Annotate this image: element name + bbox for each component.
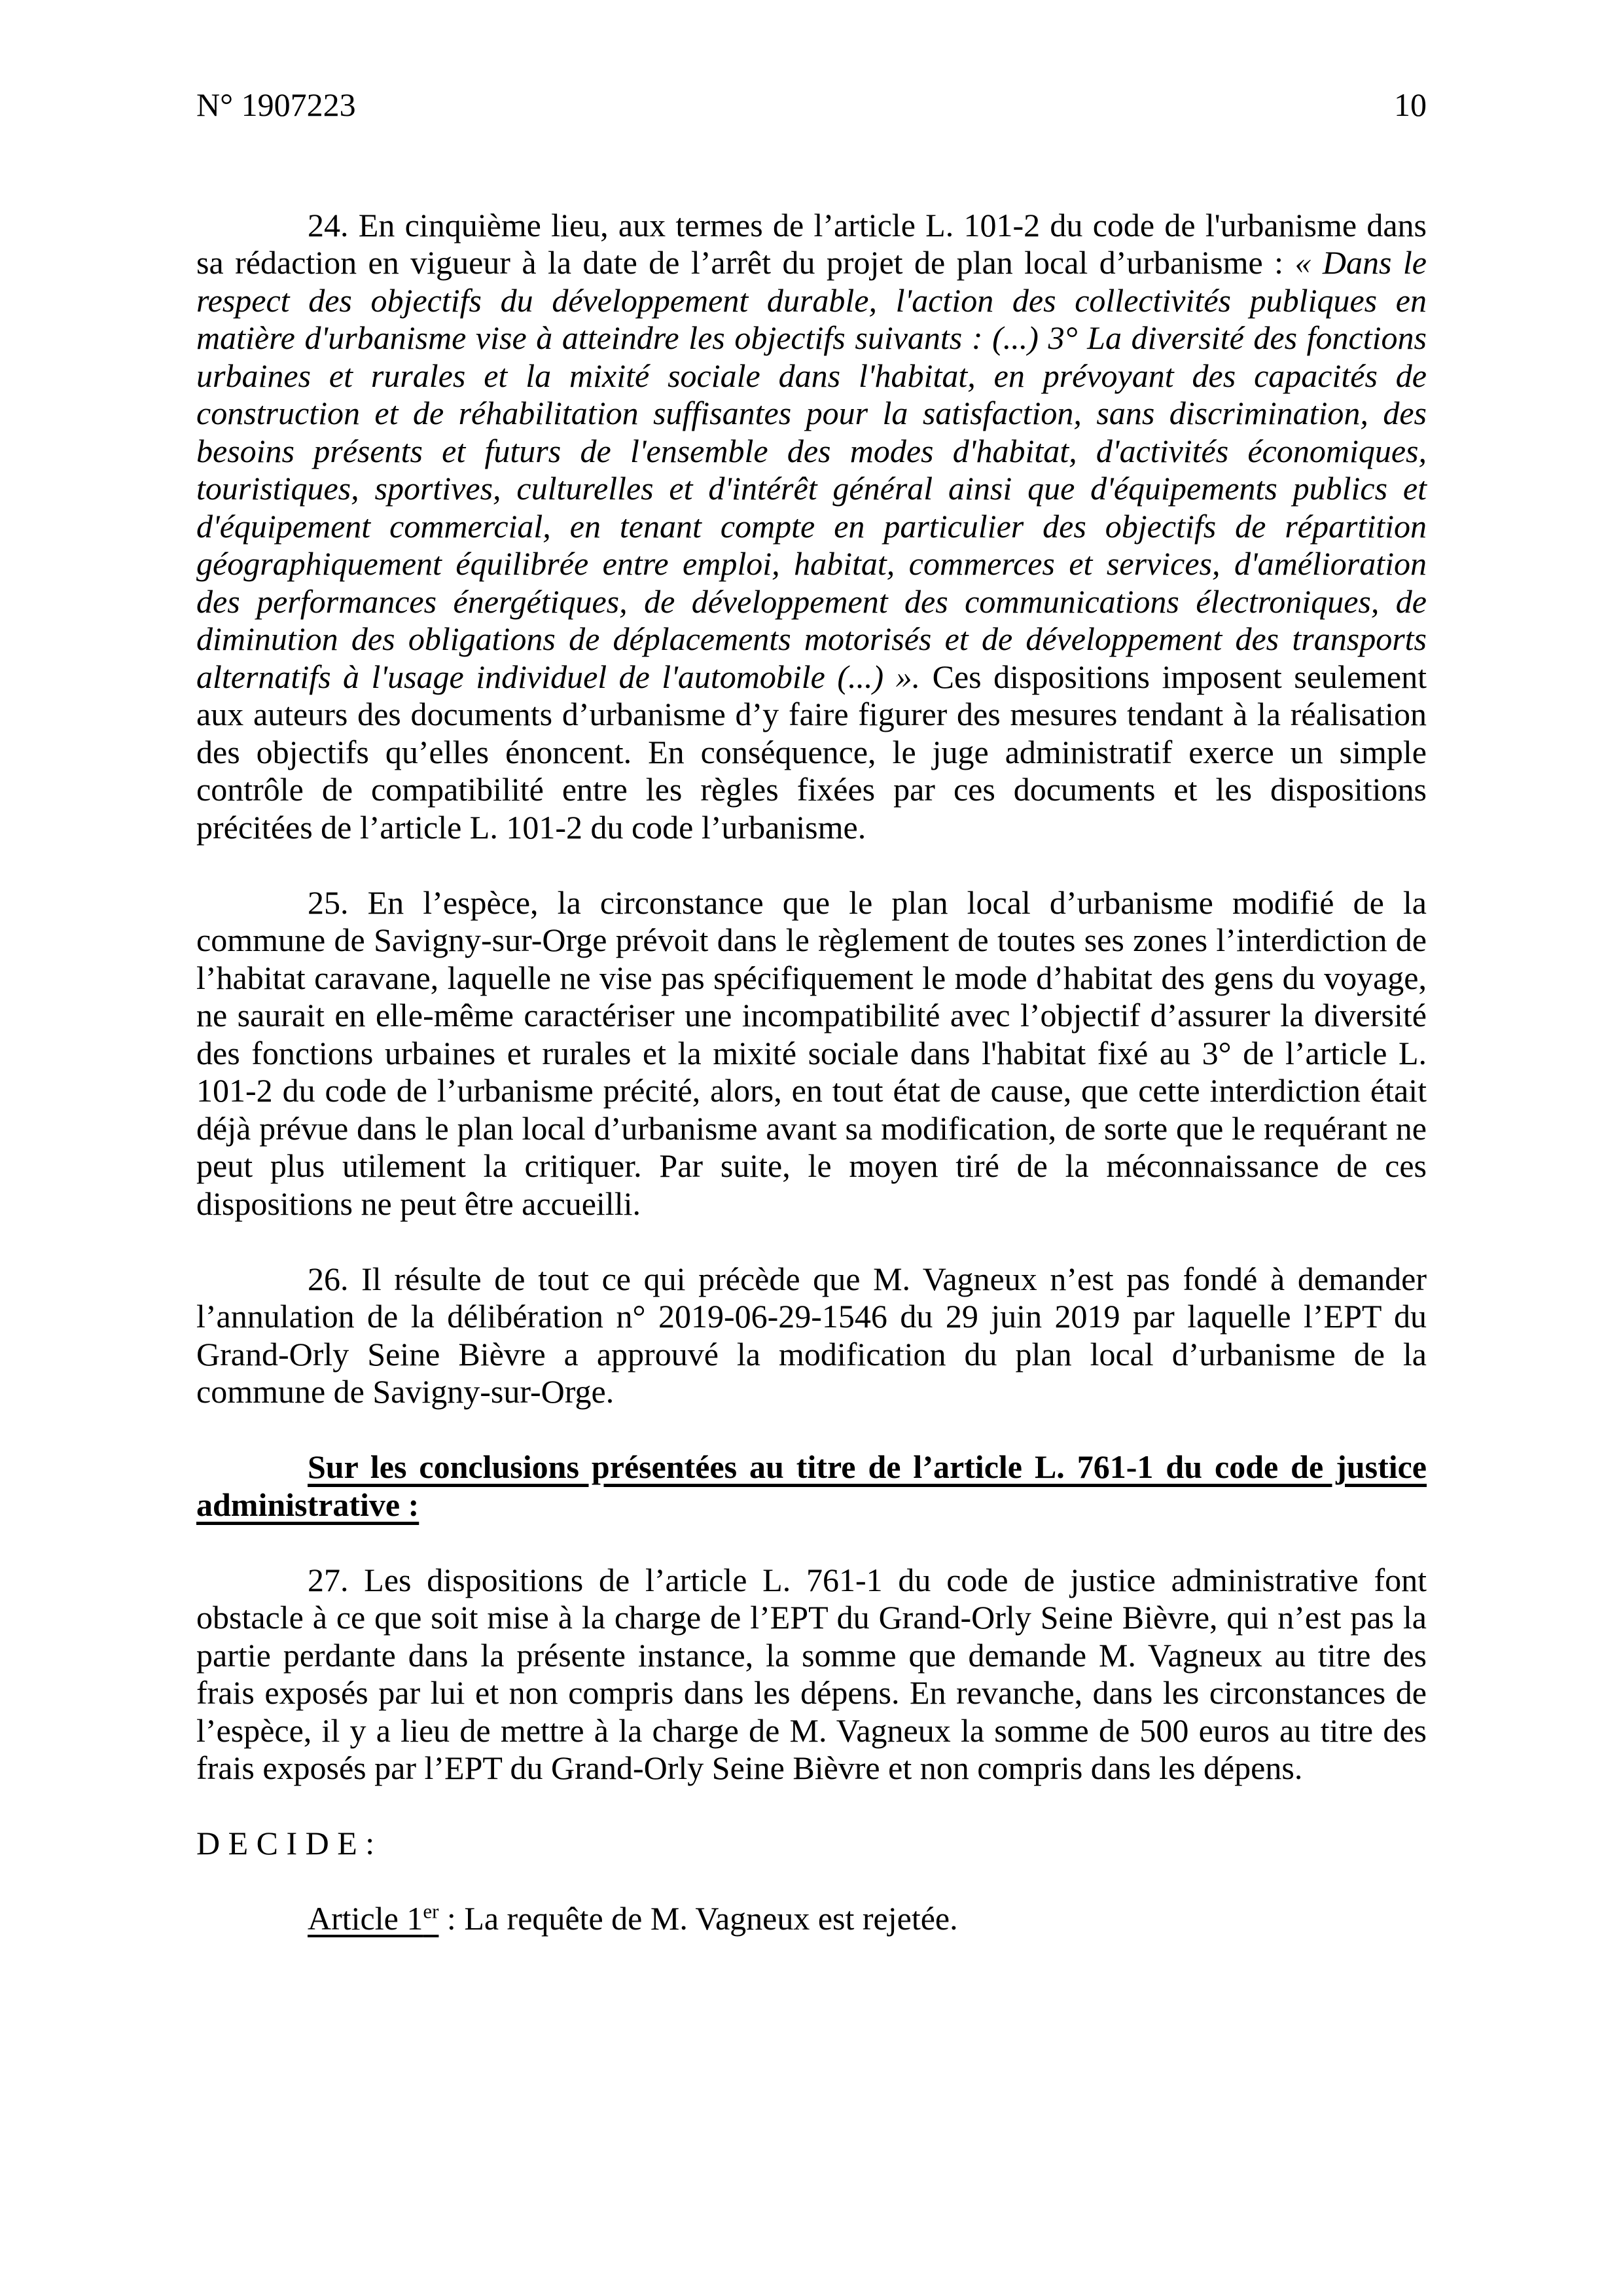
decide-heading: D E C I D E : <box>196 1825 375 1861</box>
section-heading-text: Sur les conclusions présentées au titre de l’article L. 761-1 du code de justice administrative : <box>196 1448 1427 1523</box>
paragraph-24 <box>196 207 1427 847</box>
page-number: 10 <box>1394 86 1427 123</box>
paragraph-26: 26. Il résulte de tout ce qui précède que M. Vagneux n’est pas fondé à demander l’annulation de la délibération n° 2019-06-29-1546 du 29 juin 2019 par laquelle l’EPT du Grand-Orly Seine Bièvre a approuvé la modification du plan local d’urbanisme de la commune de Savigny-sur-Orge. <box>196 1260 1427 1410</box>
paragraph-24-statutory-quote: « Dans le respect des objectifs du développement durable, l'action des collectivités publiques en matière d'urbanisme vise à atteindre les objectifs suivants : (...) 3° La diversité des fonctions urbaines et rurales et la mixité sociale dans l'habitat, en prévoyant des capacités de construction et de réhabilitation suffisantes pour la satisfaction, sans discrimination, des besoins présents et futurs de l'ensemble des modes d'habitat, d'activités économiques, touristiques, sportives, culturelles et d'intérêt général ainsi que d'équipements publics et d'équipement commercial, en tenant compte en particulier des objectifs de répartition géographiquement équilibrée entre emploi, habitat, commerces et services, d'amélioration des performances énergétiques, de développement des communications électroniques, de diminution des obligations de déplacements motorisés et de développement des transports alternatifs à l'usage individuel de l'automobile (...) ». <box>196 244 1427 695</box>
article-1-label <box>308 1900 438 1937</box>
section-heading-l761 <box>196 1448 1427 1524</box>
paragraph-24-conclusion: Ces dispositions imposent seulement aux auteurs des documents d’urbanisme d’y faire figurer des mesures tendant à la réalisation des objectifs qu’elles énoncent. En conséquence, le juge administratif exerce un simple contrôle de compatibilité entre les règles fixées par ces documents et les dispositions précitées de l’article L. 101-2 du code l’urbanisme. <box>196 658 1427 846</box>
paragraph-27: 27. Les dispositions de l’article L. 761-1 du code de justice administrative font obstacle à ce que soit mise à la charge de l’EPT du Grand-Orly Seine Bièvre, qui n’est pas la partie perdante dans la présente instance, la somme que demande M. Vagneux au titre des frais exposés par lui et non compris dans les dépens. En revanche, dans les circonstances de l’espèce, il y a lieu de mettre à la charge de M. Vagneux la somme de 500 euros au titre des frais exposés par l’EPT du Grand-Orly Seine Bièvre et non compris dans les dépens. <box>196 1561 1427 1786</box>
case-number: N° 1907223 <box>196 86 356 123</box>
paragraph-24-intro: 24. En cinquième lieu, aux termes de l’article L. 101-2 du code de l'urbanisme dans sa rédaction en vigueur à la date de l’arrêt du projet de plan local d’urbanisme : <box>196 206 1427 281</box>
article-1-label-text: Article 1 <box>308 1900 423 1937</box>
article-1-line <box>196 1900 1427 1938</box>
page-header <box>196 86 1427 124</box>
paragraph-25: 25. En l’espèce, la circonstance que le plan local d’urbanisme modifié de la commune de Savigny-sur-Orge prévoit dans le règlement de toutes ses zones l’interdiction de l’habitat caravane, laquelle ne vise pas spécifiquement le mode d’habitat des gens du voyage, ne saurait en elle-même caractériser une incompatibilité avec l’objectif d’assurer la diversité des fonctions urbaines et rurales et la mixité sociale dans l'habitat fixé au 3° de l’article L. 101-2 du code de l’urbanisme précité, alors, en tout état de cause, que cette interdiction était déjà prévue dans le plan local d’urbanisme avant sa modification, de sorte que le requérant ne peut plus utilement la critiquer. Par suite, le moyen tiré de la méconnaissance de ces dispositions ne peut être accueilli. <box>196 884 1427 1222</box>
article-1-text: : La requête de M. Vagneux est rejetée. <box>438 1900 958 1937</box>
article-1-ordinal-suffix: er <box>423 1899 439 1923</box>
